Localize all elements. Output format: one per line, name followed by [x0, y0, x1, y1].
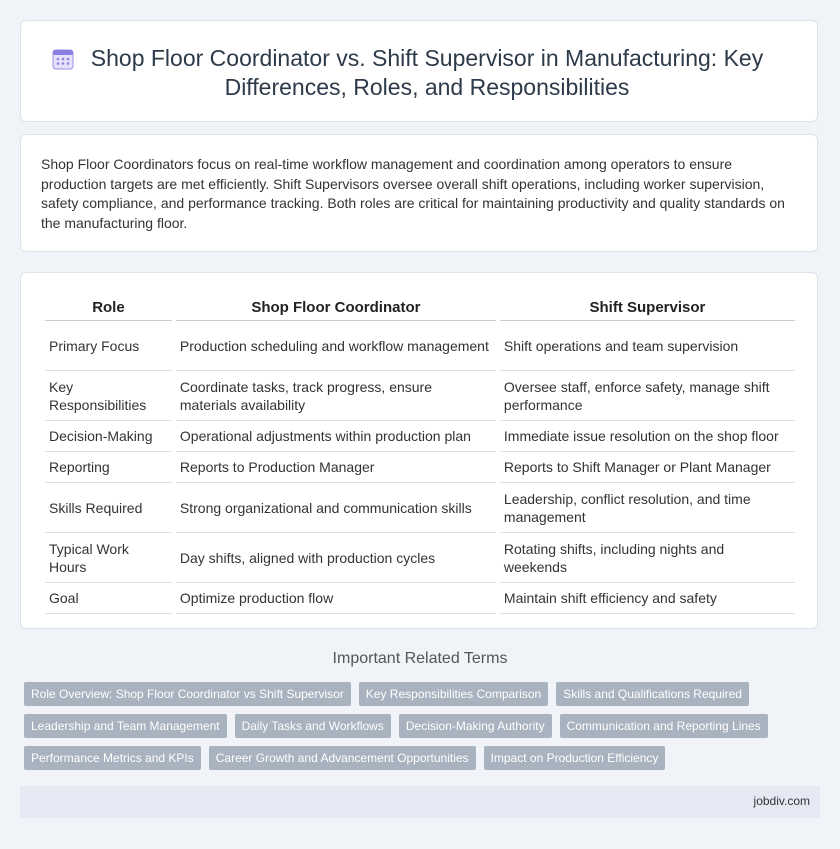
related-term-tag[interactable]: Key Responsibilities Comparison [359, 682, 548, 706]
supervisor-cell: Maintain shift efficiency and safety [500, 583, 795, 614]
row-label: Skills Required [45, 483, 172, 533]
row-label: Typical Work Hours [45, 533, 172, 583]
supervisor-cell: Oversee staff, enforce safety, manage shift performance [500, 371, 795, 421]
related-terms-heading: Important Related Terms [332, 650, 508, 667]
table-row [45, 421, 795, 452]
comparison-card [20, 272, 818, 629]
table-row [45, 452, 795, 483]
table-row [45, 321, 795, 371]
table-row [45, 583, 795, 614]
supervisor-cell: Shift operations and team supervision [500, 321, 795, 371]
related-term-tag[interactable]: Leadership and Team Management [24, 714, 227, 738]
header-role: Role [45, 295, 172, 321]
header-coordinator: Shop Floor Coordinator [176, 295, 496, 321]
row-label: Decision-Making [45, 421, 172, 452]
header-supervisor: Shift Supervisor [500, 295, 795, 321]
intro-card [20, 134, 818, 252]
footer-bar [20, 786, 820, 818]
related-term-tag[interactable]: Decision-Making Authority [399, 714, 552, 738]
row-label: Primary Focus [45, 321, 172, 371]
table-row [45, 371, 795, 421]
intro-paragraph: Shop Floor Coordinators focus on real-time workflow management and coordination among operators to ensure production targets are met efficiently. Shift Supervisors oversee overall shift operations, including worker supervision, safety compliance, and performance tracking. Both roles are critical for maintaining productivity and quality standards on the manufacturing floor. [41, 156, 785, 231]
site-link[interactable]: jobdiv.com [753, 794, 810, 808]
coordinator-cell: Strong organizational and communication skills [176, 483, 496, 533]
table-row [45, 533, 795, 583]
related-term-tag[interactable]: Performance Metrics and KPIs [24, 746, 201, 770]
supervisor-cell: Reports to Shift Manager or Plant Manager [500, 452, 795, 483]
row-label: Goal [45, 583, 172, 614]
coordinator-cell: Production scheduling and workflow management [176, 321, 496, 371]
related-term-tag[interactable]: Daily Tasks and Workflows [235, 714, 391, 738]
related-term-tag[interactable]: Communication and Reporting Lines [560, 714, 768, 738]
row-label: Reporting [45, 452, 172, 483]
row-label: Key Responsibilities [45, 371, 172, 421]
supervisor-cell: Immediate issue resolution on the shop floor [500, 421, 795, 452]
comparison-table [41, 295, 799, 614]
related-term-tag[interactable]: Role Overview: Shop Floor Coordinator vs Shift Supervisor [24, 682, 351, 706]
table-row [45, 483, 795, 533]
supervisor-cell: Leadership, conflict resolution, and time management [500, 483, 795, 533]
coordinator-cell: Day shifts, aligned with production cycles [176, 533, 496, 583]
coordinator-cell: Reports to Production Manager [176, 452, 496, 483]
page-title: Shop Floor Coordinator vs. Shift Supervisor in Manufacturing: Key Differences, Roles, and Responsibilities [90, 45, 764, 100]
related-terms-list [24, 682, 784, 778]
coordinator-cell: Operational adjustments within production plan [176, 421, 496, 452]
coordinator-cell: Optimize production flow [176, 583, 496, 614]
supervisor-cell: Rotating shifts, including nights and weekends [500, 533, 795, 583]
header-card [20, 20, 818, 122]
related-term-tag[interactable]: Impact on Production Efficiency [484, 746, 666, 770]
related-term-tag[interactable]: Career Growth and Advancement Opportunities [209, 746, 476, 770]
coordinator-cell: Coordinate tasks, track progress, ensure materials availability [176, 371, 496, 421]
related-term-tag[interactable]: Skills and Qualifications Required [556, 682, 749, 706]
